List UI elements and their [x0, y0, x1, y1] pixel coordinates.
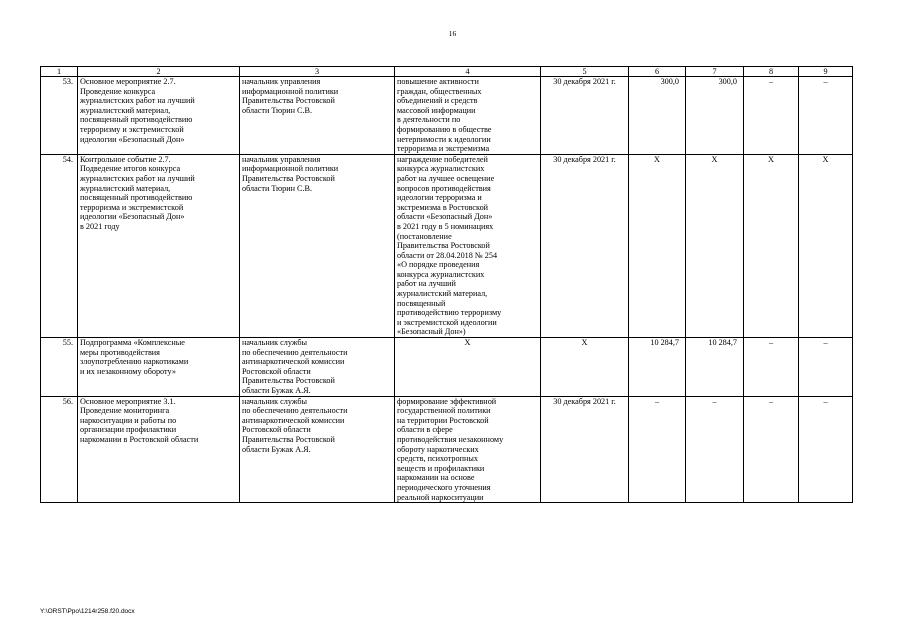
column-number-row [41, 67, 853, 77]
measure-title: Основное мероприятие 3.1. Проведение мониторинга наркоситуации и работы по организации профилактики наркомании в Ростовской области [78, 396, 240, 503]
document-table [40, 66, 853, 503]
row-number: 55. [41, 338, 78, 397]
deadline-date: 30 декабря 2021 г. [541, 396, 629, 503]
responsible-person: начальник управления информационной политики Правительства Ростовской области Тюрин С.В. [240, 154, 395, 337]
expected-result: Х [395, 338, 541, 397]
row-number: 54. [41, 154, 78, 337]
expected-result: награждение победителей конкурса журналистских работ на лучшее освещение вопросов противодействия идеологии терроризма и экстремизма в Ростовской области «Безопасный Дон» в 2021 году в 5 номинациях (постановление Правительства Ростовской области от 28.04.2018 № 254 «О порядке проведения конкурса журналистских работ на лучший журналистский материал, посвященный противодействию терроризму и экстремистской идеологии «Безопасный Дон») [395, 154, 541, 337]
column-header: 8 [744, 67, 799, 77]
row-number: 56. [41, 396, 78, 503]
cell-col6: 10 284,7 [629, 338, 686, 397]
responsible-person: начальник службы по обеспечению деятельности антинаркотической комиссии Ростовской области Правительства Ростовской области Бужак А.Я. [240, 396, 395, 503]
cell-col6: 300,0 [629, 77, 686, 155]
measure-title: Основное мероприятие 2.7. Проведение конкурса журналистских работ на лучший журналистский материал, посвященный противодействию терроризму и экстремистской идеологии «Безопасный Дон» [78, 77, 240, 155]
cell-col7: 10 284,7 [686, 338, 744, 397]
cell-col9: Х [799, 154, 853, 337]
cell-col7: Х [686, 154, 744, 337]
cell-col9: – [799, 77, 853, 155]
cell-col8: – [744, 396, 799, 503]
column-header: 1 [41, 67, 78, 77]
column-header: 4 [395, 67, 541, 77]
column-header: 2 [78, 67, 240, 77]
cell-col6: – [629, 396, 686, 503]
table-row [41, 396, 853, 503]
cell-col8: – [744, 338, 799, 397]
expected-result: повышение активности граждан, общественных объединений и средств массовой информации в деятельности по формированию в обществе нетерпимости к идеологии терроризма и экстремизма [395, 77, 541, 155]
table-row [41, 77, 853, 155]
cell-col8: Х [744, 154, 799, 337]
file-path-footer: Y:\ORST\Ppo\1214r258.f20.docx [40, 608, 135, 615]
column-header: 9 [799, 67, 853, 77]
cell-col8: – [744, 77, 799, 155]
column-header: 7 [686, 67, 744, 77]
responsible-person: начальник службы по обеспечению деятельности антинаркотической комиссии Ростовской области Правительства Ростовской области Бужак А.Я. [240, 338, 395, 397]
cell-col7: 300,0 [686, 77, 744, 155]
measure-title: Контрольное событие 2.7. Подведение итогов конкурса журналистских работ на лучший журналистский материал, посвященный противодействию терроризма и экстремистской идеологии «Безопасный Дон» в 2021 году [78, 154, 240, 337]
column-header: 6 [629, 67, 686, 77]
table-row [41, 154, 853, 337]
cell-col6: Х [629, 154, 686, 337]
deadline-date: 30 декабря 2021 г. [541, 154, 629, 337]
table-row [41, 338, 853, 397]
expected-result: формирование эффективной государственной политики на территории Ростовской области в сфере противодействия незаконному обороту наркотических средств, психотропных веществ и профилактики наркомании на основе периодического уточнения реальной наркоситуации [395, 396, 541, 503]
column-header: 5 [541, 67, 629, 77]
deadline-date: Х [541, 338, 629, 397]
page-number: 16 [448, 29, 457, 38]
deadline-date: 30 декабря 2021 г. [541, 77, 629, 155]
row-number: 53. [41, 77, 78, 155]
cell-col9: – [799, 338, 853, 397]
measure-title: Подпрограмма «Комплексные меры противодействия злоупотреблению наркотиками и их незаконному обороту» [78, 338, 240, 397]
column-header: 3 [240, 67, 395, 77]
responsible-person: начальник управления информационной политики Правительства Ростовской области Тюрин С.В. [240, 77, 395, 155]
cell-col9: – [799, 396, 853, 503]
cell-col7: – [686, 396, 744, 503]
